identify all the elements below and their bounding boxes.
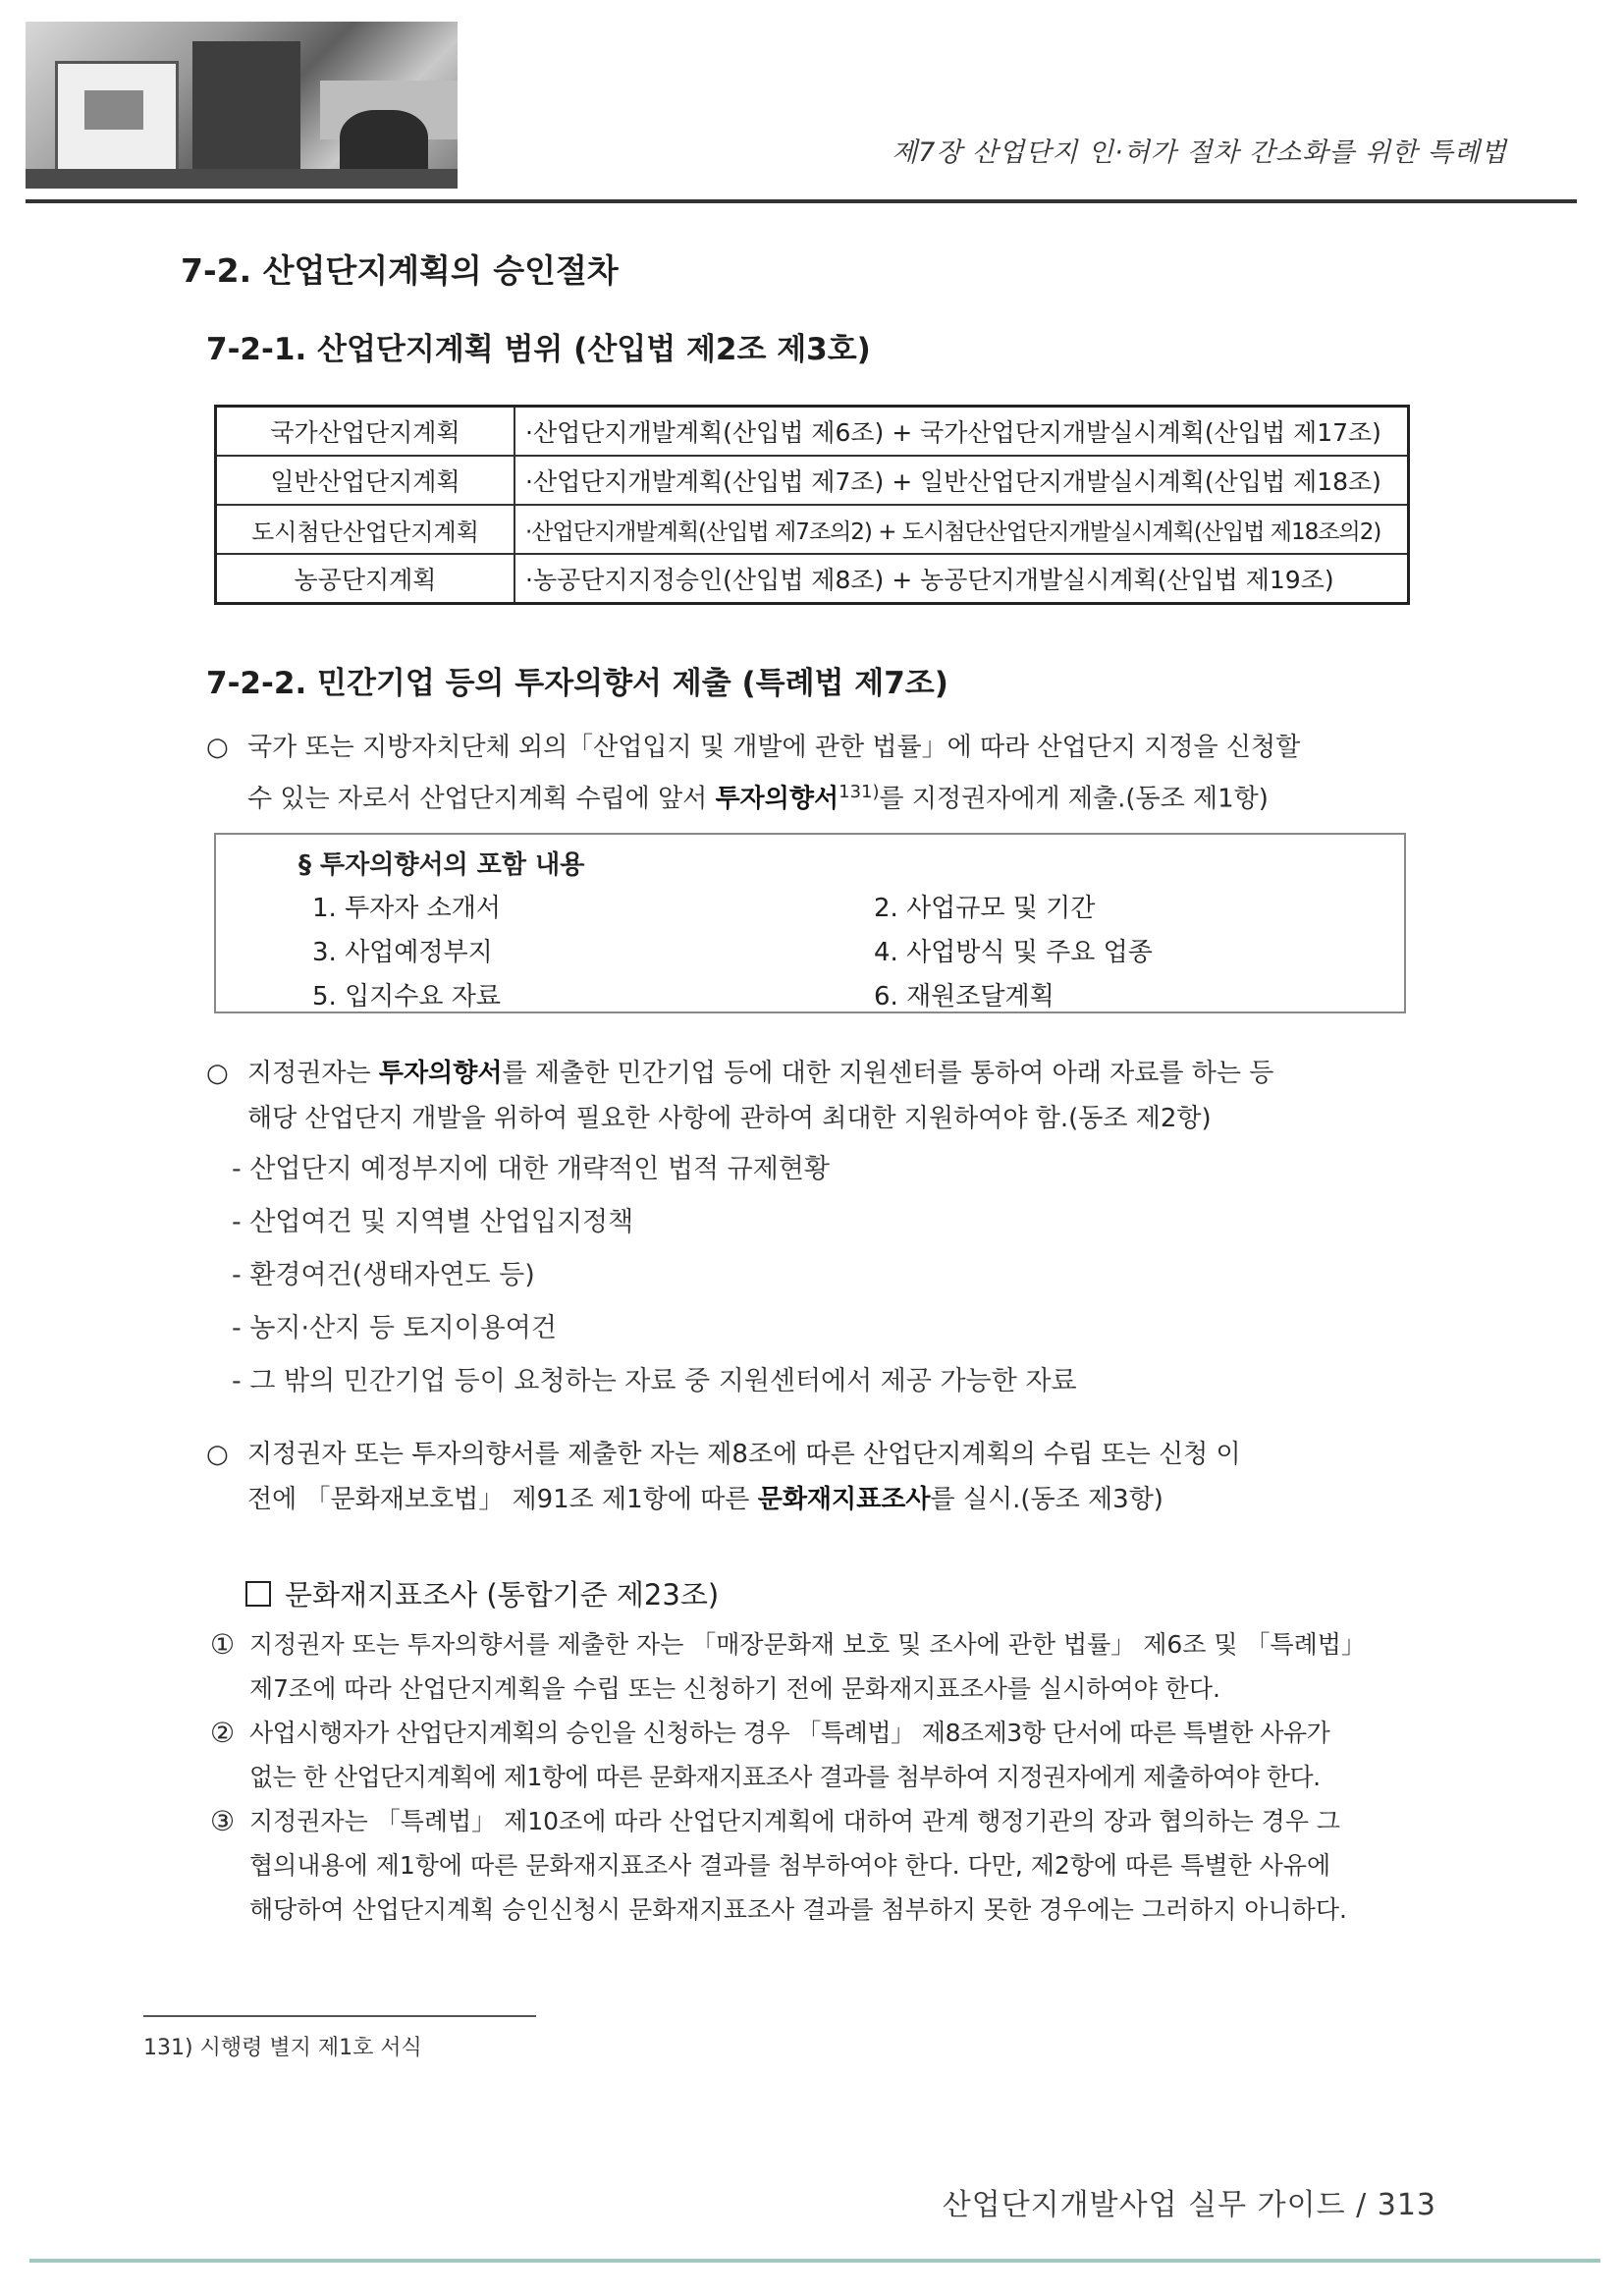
paragraph-line: 전에 「문화재보호법」 제91조 제1항에 따른 문화재지표조사를 실시.(동조 제3항) <box>247 1485 1163 1514</box>
list-item: - 그 밖의 민간기업 등이 요청하는 자료 중 지원센터에서 제공 가능한 자료 <box>232 1366 1077 1396</box>
paragraph-cultural-survey <box>206 1432 1424 1522</box>
numbered-item <box>210 1711 1428 1801</box>
page-footer: 산업단지개발사업 실무 가이드 / 313 <box>942 2188 1436 2222</box>
table-row <box>216 554 1409 604</box>
contents-box <box>214 833 1406 1013</box>
bullet-circle: ○ <box>206 1440 229 1469</box>
item-line: 협의내용에 제1항에 따른 문화재지표조사 결과를 첨부하여야 한다. 다만, 제2항에 따른 특별한 사유에 <box>249 1851 1331 1880</box>
plan-name: 농공단지계획 <box>216 554 515 604</box>
bullet-circle: ○ <box>206 733 229 762</box>
list-item: - 농지·산지 등 토지이용여건 <box>232 1313 557 1343</box>
footnote: 131) 시행령 별지 제1호 서식 <box>143 2036 422 2060</box>
item-line: 해당하여 산업단지계획 승인신청시 문화재지표조사 결과를 첨부하지 못한 경우에는 그러하지 아니하다. <box>249 1895 1347 1924</box>
item-line: 없는 한 산업단지계획에 제1항에 따른 문화재지표조사 결과를 첨부하여 지정권자에게 제출하여야 한다. <box>249 1763 1321 1791</box>
paragraph-line: 지정권자는 투자의향서를 제출한 민간기업 등에 대한 지원센터를 통하여 아래 자료를 하는 등 <box>247 1059 1274 1088</box>
table-row <box>216 456 1409 505</box>
list-item: - 환경여건(생태자연도 등) <box>232 1260 535 1290</box>
box-item: 4. 사업방식 및 주요 업종 <box>874 938 1153 967</box>
chapter-title: 제7장 산업단지 인·허가 절차 간소화를 위한 특례법 <box>892 137 1507 168</box>
numbered-item <box>210 1622 1428 1713</box>
plan-desc: ·산업단지개발계획(산입법 제7조) + 일반산업단지개발실시계획(산입법 제18조) <box>514 456 1409 505</box>
box-item: 5. 입지수요 자료 <box>312 982 502 1011</box>
footnote-ref: 131) <box>839 782 880 802</box>
subsection-title-2: 7-2-2. 민간기업 등의 투자의향서 제출 (특례법 제7조) <box>206 666 948 701</box>
footer-rule <box>29 2259 1600 2263</box>
paragraph-investment-letter <box>206 725 1424 815</box>
list-item: - 산업여건 및 지역별 산업입지정책 <box>232 1207 634 1237</box>
box-title: § 투자의향서의 포함 내용 <box>298 850 585 880</box>
paragraph-line: 해당 산업단지 개발을 위하여 필요한 사항에 관하여 최대한 지원하여야 함.(동조 제2항) <box>247 1104 1212 1133</box>
subsection-title-1: 7-2-1. 산업단지계획 범위 (산입법 제2조 제3호) <box>206 332 871 367</box>
plan-name: 일반산업단지계획 <box>216 456 515 505</box>
box-item: 2. 사업규모 및 기간 <box>874 894 1096 923</box>
table-row <box>216 407 1409 457</box>
header-rule <box>26 199 1577 203</box>
box-item: 3. 사업예정부지 <box>312 938 493 967</box>
item-line: 지정권자는 「특례법」 제10조에 따라 산업단지계획에 대하여 관계 행정기관의 장과 협의하는 경우 그 <box>249 1807 1341 1835</box>
item-line: 사업시행자가 산업단지계획의 승인을 신청하는 경우 「특례법」 제8조제3항 단서에 따른 특별한 사유가 <box>249 1719 1330 1747</box>
list-item: - 산업단지 예정부지에 대한 개략적인 법적 규제현황 <box>232 1154 830 1184</box>
checkbox-square-icon <box>245 1581 271 1607</box>
item-line: 제7조에 따라 산업단지계획을 수립 또는 신청하기 전에 문화재지표조사를 실시하여야 한다. <box>249 1674 1220 1703</box>
plan-table <box>214 405 1410 605</box>
paragraph-line: 수 있는 자로서 산업단지계획 수립에 앞서 투자의향서$^{131)}$를 지정권자에게 제출.(동조 제1항) <box>247 782 1269 814</box>
section-title: 7-2. 산업단지계획의 승인절차 <box>181 251 619 290</box>
plan-name: 국가산업단지계획 <box>216 407 515 457</box>
circled-number: ② <box>210 1717 236 1749</box>
circled-number: ① <box>210 1628 236 1661</box>
bullet-circle: ○ <box>206 1059 229 1088</box>
box-item: 6. 재원조달계획 <box>874 982 1055 1011</box>
paragraph-line: 국가 또는 지방자치단체 외의「산업입지 및 개발에 관한 법률」에 따라 산업단지 지정을 신청할 <box>247 733 1301 762</box>
culture-survey-heading: 문화재지표조사 (통합기준 제23조) <box>245 1573 719 1613</box>
plan-name: 도시첨단산업단지계획 <box>216 505 515 554</box>
footnote-rule <box>143 2015 536 2017</box>
header-photo <box>26 22 458 189</box>
paragraph-support <box>206 1051 1424 1141</box>
paragraph-line: 지정권자 또는 투자의향서를 제출한 자는 제8조에 따른 산업단지계획의 수립 또는 신청 이 <box>247 1440 1241 1469</box>
item-line: 지정권자 또는 투자의향서를 제출한 자는 「매장문화재 보호 및 조사에 관한 법률」 제6조 및 「특례법」 <box>249 1630 1366 1659</box>
plan-desc: ·농공단지지정승인(산입법 제8조) + 농공단지개발실시계획(산입법 제19조) <box>514 554 1409 604</box>
plan-desc: ·산업단지개발계획(산입법 제6조) + 국가산업단지개발실시계획(산입법 제17조) <box>514 407 1409 457</box>
plan-desc: ·산업단지개발계획(산입법 제7조의2) + 도시첨단산업단지개발실시계획(산입법 제18조의2) <box>514 505 1409 554</box>
table-row <box>216 505 1409 554</box>
circled-number: ③ <box>210 1805 236 1837</box>
numbered-item <box>210 1799 1428 1935</box>
box-item: 1. 투자자 소개서 <box>312 894 502 923</box>
